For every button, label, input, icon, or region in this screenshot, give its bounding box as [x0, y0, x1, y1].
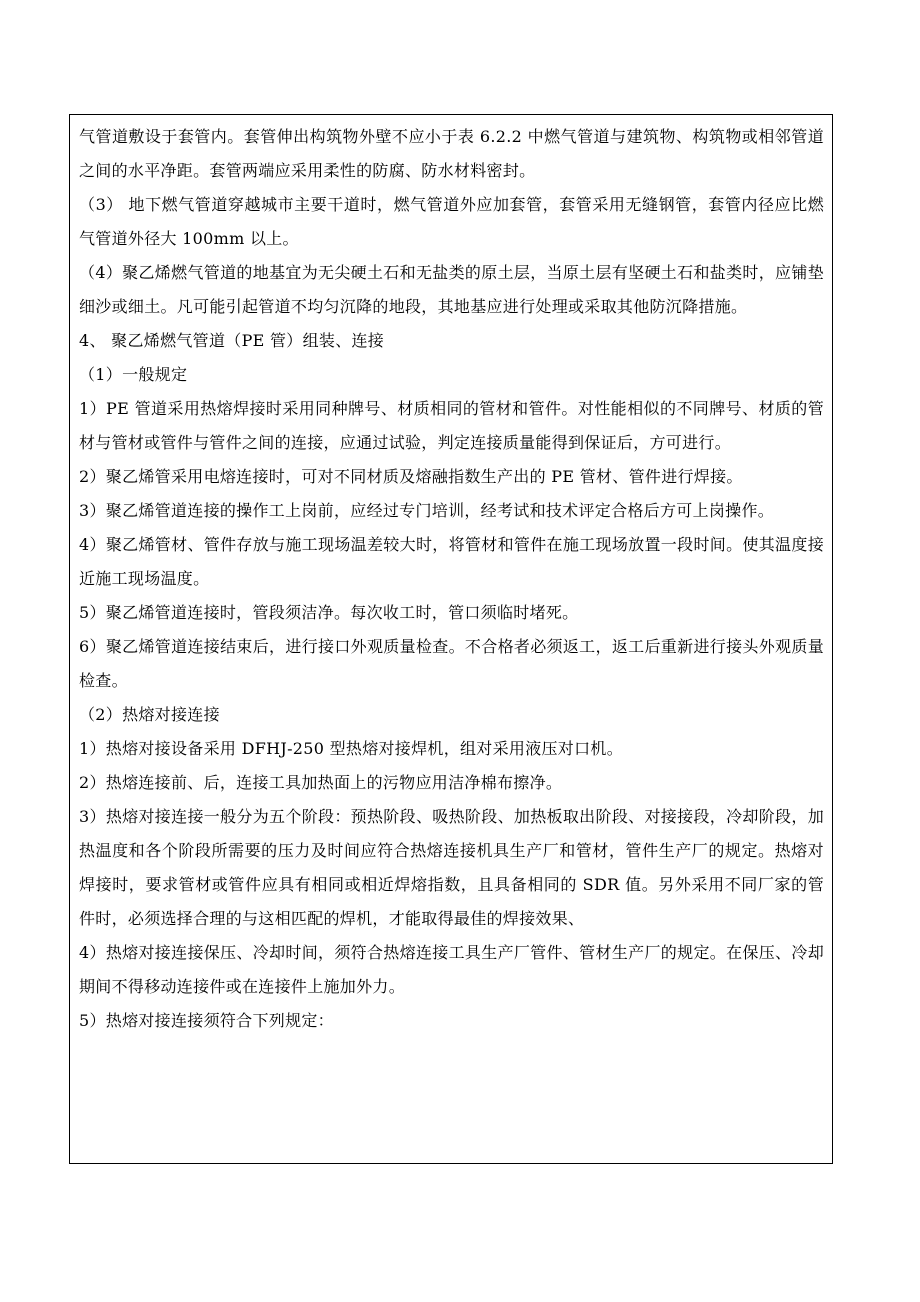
paragraph-general-2: 2）聚乙烯管采用电熔连接时，可对不同材质及熔融指数生产出的 PE 管材、管件进行焊接。 — [79, 467, 743, 486]
paragraph-butt-fusion-4: 4）热熔对接连接保压、冷却时间，须符合热熔连接工具生产厂管件、管材生产厂的规定。在保压、冷却期间不得移动连接件或在连接件上施加外力。 — [79, 943, 824, 996]
paragraph-butt-fusion-2: 2）热熔连接前、后，连接工具加热面上的污物应用洁净棉布擦净。 — [79, 773, 563, 792]
subsection-heading-general: （1）一般规定 — [79, 365, 188, 384]
paragraph-general-6: 6）聚乙烯管道连接结束后，进行接口外观质量检查。不合格者必须返工，返工后重新进行接头外观质量检查。 — [79, 637, 824, 690]
paragraph-casing-continued: 气管道敷设于套管内。套管伸出构筑物外壁不应小于表 6.2.2 中燃气管道与建筑物、构筑物或相邻管道之间的水平净距。套管两端应采用柔性的防腐、防水材料密封。 — [79, 127, 824, 180]
subsection-heading-butt-fusion: （2）热熔对接连接 — [79, 705, 220, 724]
paragraph-butt-fusion-5: 5）热熔对接连接须符合下列规定： — [79, 1011, 334, 1030]
paragraph-item-3: （3） 地下燃气管道穿越城市主要干道时，燃气管道外应加套管，套管采用无缝钢管，套管内径应比燃气管道外径大 100mm 以上。 — [79, 195, 824, 248]
paragraph-butt-fusion-3: 3）热熔对接连接一般分为五个阶段：预热阶段、吸热阶段、加热板取出阶段、对接接段，冷却阶段，加热温度和各个阶段所需要的压力及时间应符合热熔连接机具生产厂和管材，管件生产厂的规定。热熔对焊接时，要求管材或管件应具有相同或相近焊熔指数，且具备相同的 SDR 值。另外采用不同厂家的管件时，必须选择合理的与这相匹配的焊机，才能取得最佳的焊接效果、 — [79, 807, 824, 928]
paragraph-butt-fusion-1: 1）热熔对接设备采用 DFHJ-250 型热熔对接焊机，组对采用液压对口机。 — [79, 739, 623, 758]
paragraph-general-4: 4）聚乙烯管材、管件存放与施工现场温差较大时，将管材和管件在施工现场放置一段时间。使其温度接近施工现场温度。 — [79, 535, 824, 588]
paragraph-general-1: 1）PE 管道采用热熔焊接时采用同种牌号、材质相同的管材和管件。对性能相似的不同牌号、材质的管材与管材或管件与管件之间的连接，应通过试验，判定连接质量能得到保证后，方可进行。 — [79, 399, 824, 452]
section-heading-4: 4、 聚乙烯燃气管道（PE 管）组装、连接 — [79, 331, 385, 350]
paragraph-general-3: 3）聚乙烯管道连接的操作工上岗前，应经过专门培训，经考试和技术评定合格后方可上岗操作。 — [79, 501, 775, 520]
paragraph-general-5: 5）聚乙烯管道连接时，管段须洁净。每次收工时，管口须临时堵死。 — [79, 603, 579, 622]
document-frame — [69, 114, 833, 1164]
paragraph-item-4: （4）聚乙烯燃气管道的地基宜为无尖硬土石和无盐类的原土层，当原土层有坚硬土石和盐类时，应铺垫细沙或细土。凡可能引起管道不均匀沉降的地段，其地基应进行处理或采取其他防沉降措施。 — [79, 263, 824, 316]
